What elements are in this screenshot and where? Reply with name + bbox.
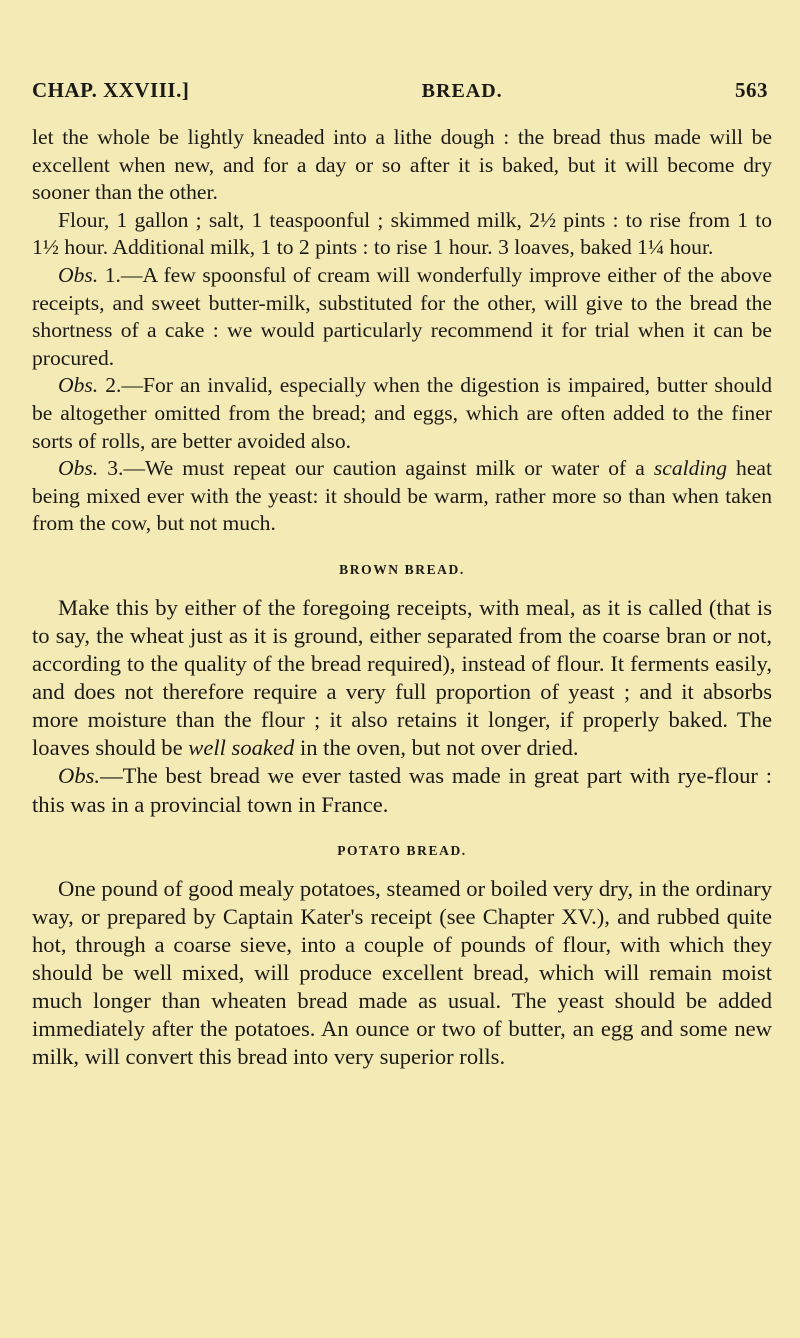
body-text: Make this by either of the foregoing receipts, with meal, as it is called (that is to say, the wheat just as it is ground, either separated from the coarse bran or not, according to the quality of the bread required), instead of flour. It ferments easily, and does not therefore require a very full proportion of yeast ; and it absorbs more moisture than the flour ; it also retains it longer, if properly baked. The loaves should be (32, 594, 772, 761)
body-text: in the oven, but not over dried. (294, 735, 579, 761)
brown-bread-observation (32, 762, 772, 818)
obs-text: 1.—A few spoonsful of cream will wonderfully improve either of the above receipts, and sweet butter-milk, substituted for the other, will give to the bread the shortness of a cake : we would particularly recommend it for trial when it can be procured. (32, 262, 772, 370)
page-number: 563 (735, 78, 768, 102)
observation-2 (32, 372, 772, 455)
obs-label: Obs. (58, 262, 99, 287)
observation-1 (32, 262, 772, 372)
obs-label: Obs. (58, 373, 99, 398)
emphasis-text: well soaked (188, 735, 295, 761)
section-heading-potato-bread: POTATO BREAD. (337, 842, 467, 858)
book-page (32, 58, 772, 1071)
obs-text: heat being mixed ever with the yeast: it should be warm, rather more so than when taken from the cow, but not much. (32, 456, 773, 536)
potato-bread-paragraph: One pound of good mealy potatoes, steamed or boiled very dry, in the ordinary way, or prepared by Captain Kater's receipt (see Chapter XV.), and rubbed quite hot, through a coarse sieve, into a couple of pounds of flour, with which they should be well mixed, will produce excellent bread, which will remain moist much longer than wheaten bread made as usual. The yeast should be added immediately after the potatoes. An ounce or two of butter, an egg and some new milk, will convert this bread into very superior rolls. (32, 875, 772, 1070)
page-title: BREAD. (421, 80, 503, 102)
obs-text: —The best bread we ever tasted was made in great part with rye-flour : this was in a provincial town in France. (32, 763, 772, 817)
brown-bread-paragraph (32, 594, 772, 763)
emphasis-text: scalding (653, 456, 728, 481)
running-header (32, 78, 768, 118)
ingredients-paragraph: Flour, 1 gallon ; salt, 1 teaspoonful ; skimmed milk, 2½ pints : to rise from 1 to 1½ hour. Additional milk, 1 to 2 pints : to rise 1 hour. 3 loaves, baked 1¼ hour. (32, 207, 772, 260)
obs-text: 3.—We must repeat our caution against milk or water of a (98, 456, 654, 481)
obs-label: Obs. (58, 456, 99, 481)
section-heading-brown-bread: BROWN BREAD. (339, 561, 465, 577)
observation-3 (32, 455, 772, 538)
obs-label: Obs. (58, 763, 101, 789)
chapter-label: CHAP. XXVIII.] (32, 78, 190, 102)
obs-text: 2.—For an invalid, especially when the digestion is impaired, butter should be altogether omitted from the bread; and eggs, which are often added to the finer sorts of rolls, are better avoided also. (32, 373, 772, 453)
paragraph-continuation: let the whole be lightly kneaded into a lithe dough : the bread thus made will be excellent when new, and for a day or so after it is baked, but it will become dry sooner than the other. (32, 125, 772, 205)
